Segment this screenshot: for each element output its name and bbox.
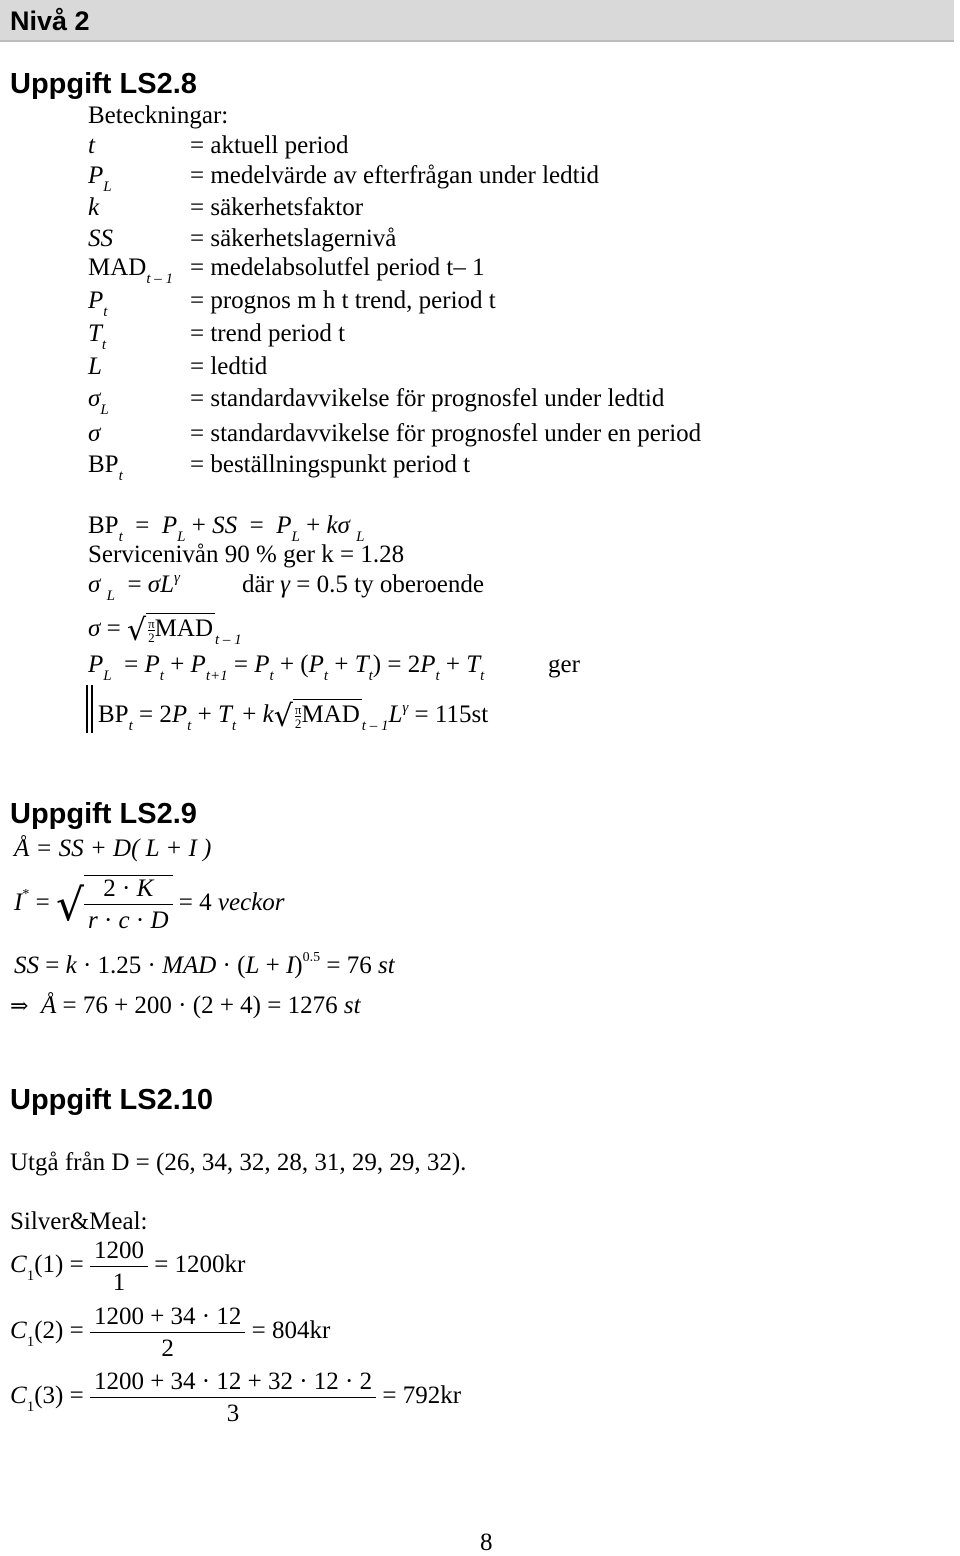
eq-sigma-L-note: där γ = 0.5 ty oberoende	[242, 571, 484, 598]
notation-description: = säkerhetslagernivå	[190, 225, 397, 252]
notation-description: = medelabsolutfel period t– 1	[190, 254, 485, 281]
notation-symbol-main: t	[88, 132, 95, 159]
notation-symbol-sub: L	[103, 179, 112, 195]
notation-description: = standardavvikelse för prognosfel under ledtid	[190, 385, 665, 412]
eq-A-result: ⇒ Å = 76 + 200 · (2 + 4) = 1276 st	[10, 992, 361, 1019]
eq-A: Å = SS + D( L + I )	[14, 835, 212, 862]
notation-description: = prognos m h t trend, period t	[190, 287, 496, 314]
notation-symbol-main: BP	[88, 451, 119, 478]
notation-symbol	[88, 421, 100, 446]
notation-description: = säkerhetsfaktor	[190, 194, 364, 221]
notation-symbol-main: σ	[88, 385, 101, 412]
section-title-ls210: Uppgift LS2.10	[10, 1084, 214, 1116]
notation-heading: Beteckningar:	[88, 102, 229, 129]
notation-symbol	[88, 451, 123, 484]
notation-symbol-sub: t	[101, 337, 107, 353]
eq-final: $BP_t = 2P_t + T_t + k√$ $\frac{\pi}{2}$ MAD $_{t - 1}L^\gamma = 115st$	[98, 699, 489, 734]
section-title-ls29: Uppgift LS2.9	[10, 798, 197, 830]
notation-symbol	[88, 254, 174, 287]
notation-description: = beställningspunkt period t	[190, 451, 471, 478]
service-level-text: Servicenivån 90 % ger k = 1.28	[88, 541, 405, 568]
notation-symbol	[88, 162, 112, 195]
result-bar-left	[86, 685, 88, 733]
eq-final-result: 115st	[434, 701, 489, 728]
level-header	[0, 0, 954, 42]
notation-description: = aktuell period	[190, 132, 349, 159]
ls210-method: Silver&Meal:	[10, 1208, 148, 1235]
notation-description: = ledtid	[190, 353, 268, 380]
notation-symbol	[88, 195, 99, 220]
eq-c2: $C_1(2)$ = $\frac{1200 + 34 \cdot 12}{2}$ = 804kr	[10, 1303, 331, 1362]
notation-symbol-main: P	[88, 287, 104, 314]
notation-symbol-main: MAD	[88, 254, 147, 281]
notation-symbol-sub: t	[118, 468, 123, 484]
notation-symbol-sub: t	[103, 304, 108, 320]
ls210-intro: Utgå från D = (26, 34, 32, 28, 31, 29, 29, 32).	[10, 1149, 467, 1176]
notation-symbol-main: k	[88, 194, 100, 221]
notation-symbol-main: T	[88, 320, 102, 347]
notation-description: = trend period t	[190, 320, 346, 347]
notation-description: = medelvärde av efterfrågan under ledtid	[190, 162, 600, 189]
eq-sigma: σ = √ $\frac{\pi}{2}$ MAD $_{t - 1}$	[88, 613, 242, 648]
notation-symbol	[88, 287, 108, 320]
notation-symbol-main: SS	[88, 225, 113, 252]
page-number: 8	[480, 1529, 493, 1556]
eq-I-star: I* = √ $\frac{2 \cdot K}{r \cdot c \cdot D}$ = 4 veckor	[14, 875, 285, 935]
eq-sigma-L: σ $_L = \sigma L^\gamma$	[88, 570, 180, 604]
notation-symbol-main: P	[88, 162, 104, 189]
notation-symbol	[88, 385, 109, 418]
notation-symbol	[88, 133, 95, 158]
notation-symbol-main: σ	[88, 420, 101, 447]
notation-symbol-sub: t – 1	[146, 271, 174, 287]
result-bar-right	[91, 685, 93, 733]
notation-description: = standardavvikelse för prognosfel under en period	[190, 420, 702, 447]
notation-symbol	[88, 226, 113, 251]
level-title: Nivå 2	[10, 6, 90, 36]
eq-c1: $C_1(1)$ = $\frac{1200}{1}$ = 1200kr	[10, 1237, 246, 1296]
notation-symbol-main: L	[88, 353, 102, 380]
eq-bp: $BP_t = P_L$ + SS = $P_L + k\sigma$ $_L$	[88, 512, 365, 545]
notation-symbol-sub: L	[100, 402, 109, 418]
notation-symbol	[88, 354, 102, 379]
eq-PL-ger: ger	[548, 651, 580, 678]
notation-symbol	[88, 320, 107, 353]
eq-PL: $P_L = P_t + P_{t+1} = P_t + (P_t + T_t) = 2P_t + T_t$	[88, 651, 485, 684]
eq-SS: SS = k · 1.25 · MAD · $(L + I)^{0.5} = 76$ st	[14, 950, 395, 979]
section-title-ls28: Uppgift LS2.8	[10, 68, 197, 100]
eq-c3: $C_1(3)$ = $\frac{1200 + 34 \cdot 12 + 32 \cdot 12 \cdot 2}{3}$ = 792kr	[10, 1368, 462, 1427]
